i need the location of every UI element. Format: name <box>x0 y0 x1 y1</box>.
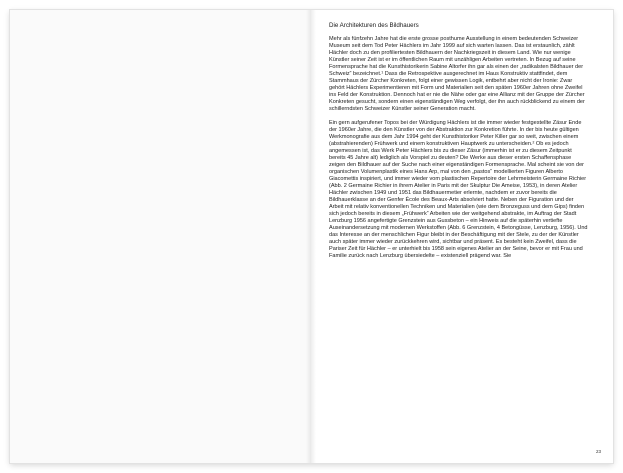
page-number: 23 <box>595 449 601 454</box>
book-gutter <box>306 10 316 463</box>
section-heading: Die Architekturen des Bildhauers <box>329 22 419 29</box>
book-spread <box>10 10 613 463</box>
page-content <box>329 22 589 266</box>
right-page <box>311 10 613 463</box>
left-page-blank <box>10 10 311 463</box>
paragraph-2: Ein gern aufgerufener Topos bei der Würdigung Hächlers ist die immer wieder festgestellte Zäsur Ende der 1960er Jahre, die den Künstler von der Abstraktion zur Konkretion führte. In der bis heute gültigen Werkmonografie aus dem Jahr 1994 geht der Kunsthistoriker Peter Killer gar so weit, zwischen einem (abstrahierenden) Frühwerk und einem konstruktiven Hauptwerk zu unterscheiden.² Ob es jedoch angemessen ist, das Werk Peter Hächlers bis zu dieser Zäsur (immerhin ist er zu diesem Zeitpunkt bereits 45 Jahre alt) lediglich als Vorspiel zu deuten? Die Werke aus dieser ersten Schaffensphase zeigen den Bildhauer auf der Suche nach einer eigenständigen Formensprache. Mal scheint sie von der organischen Volumenplastik eines Hans Arp, mal von den „pastos“ modellierten Figuren Alberto Giacomettis inspiriert, und immer wieder vom plastischen Repertoire der Lehrmeisterin Germaine Richier (Abb. 2 Germaine Richier in ihrem Atelier in Paris mit der Skulptur Die Ameise, 1953), in deren Atelier Hächler zwischen 1949 und 1951 das Bildhauermetier erlernte, nachdem er zuvor bereits die Bildhauerklasse an der Genfer École des Beaux-Arts absolviert hatte. Neben der Figuration und der Arbeit mit relativ konventionellen Techniken und Materialien (wie dem Bronzeguss und dem Gips) finden sich jedoch bereits in diesem „Frühwerk“ Arbeiten wie der weitgehend abstrakte, im Auftrag der Stadt Lenzburg 1956 angefertigte Grenzstein aus Gussbeton – ein Hinweis auf die späterhin vertiefte Auseinandersetzung mit modernen Werkstoffen (Abb. 6 Grenzstein, 4 Betongüsse, Lenzburg, 1956). Und das Interesse an der menschlichen Figur bleibt in der Beschäftigung mit der Stele, zu der der Künstler auch später immer wieder zurückkehren wird, sichtbar und präsent. Es besteht kein Zweifel, dass die Pariser Zeit für Hächler – er unterhielt bis 1958 sein eigenes Atelier an der Seine, bevor er mit Frau und Familie zurück nach Lenzburg übersiedelte – existenziell prägend war. Sie <box>329 119 588 260</box>
paragraph-1: Mehr als fünfzehn Jahre hat die erste grosse posthume Ausstellung in einem bedeutenden Schweizer Museum seit dem Tod Peter Hächlers im Jahr 1999 auf sich warten lassen. Das ist erstaunlich, zählt Hächler doch zu den profiliertesten Bildhauern der Nachkriegszeit in diesem Land. Wie nur wenige Künstler seiner Zeit ist er im öffentlichen Raum mit unzähligen Arbeiten vertreten. In Bezug auf seine Formensprache hat die Kunsthistorikerin Sabine Altorfer ihn gar als einen der „radikalsten Bildhauer der Schweiz“ bezeichnet.¹ Dass die Retrospektive ausgerechnet im Haus Konstruktiv stattfindet, dem Stammhaus der Zürcher Konkreten, folgt einer gewissen Logik, entbehrt aber nicht der Ironie: Zwar gehört Hächlers Experimentieren mit Form und Materialien seit den späten 1960er Jahren ohne Zweifel ins Feld der Konstruktion. Dennoch hat er nie die Nähe oder gar eine Allianz mit der Gruppe der Zürcher Konkreten gesucht, sondern einen eigenständigen Weg verfolgt, der ihn auch rückblickend zu einem der schillerndsten Schweizer Künstler seiner Generation macht. <box>329 36 585 113</box>
